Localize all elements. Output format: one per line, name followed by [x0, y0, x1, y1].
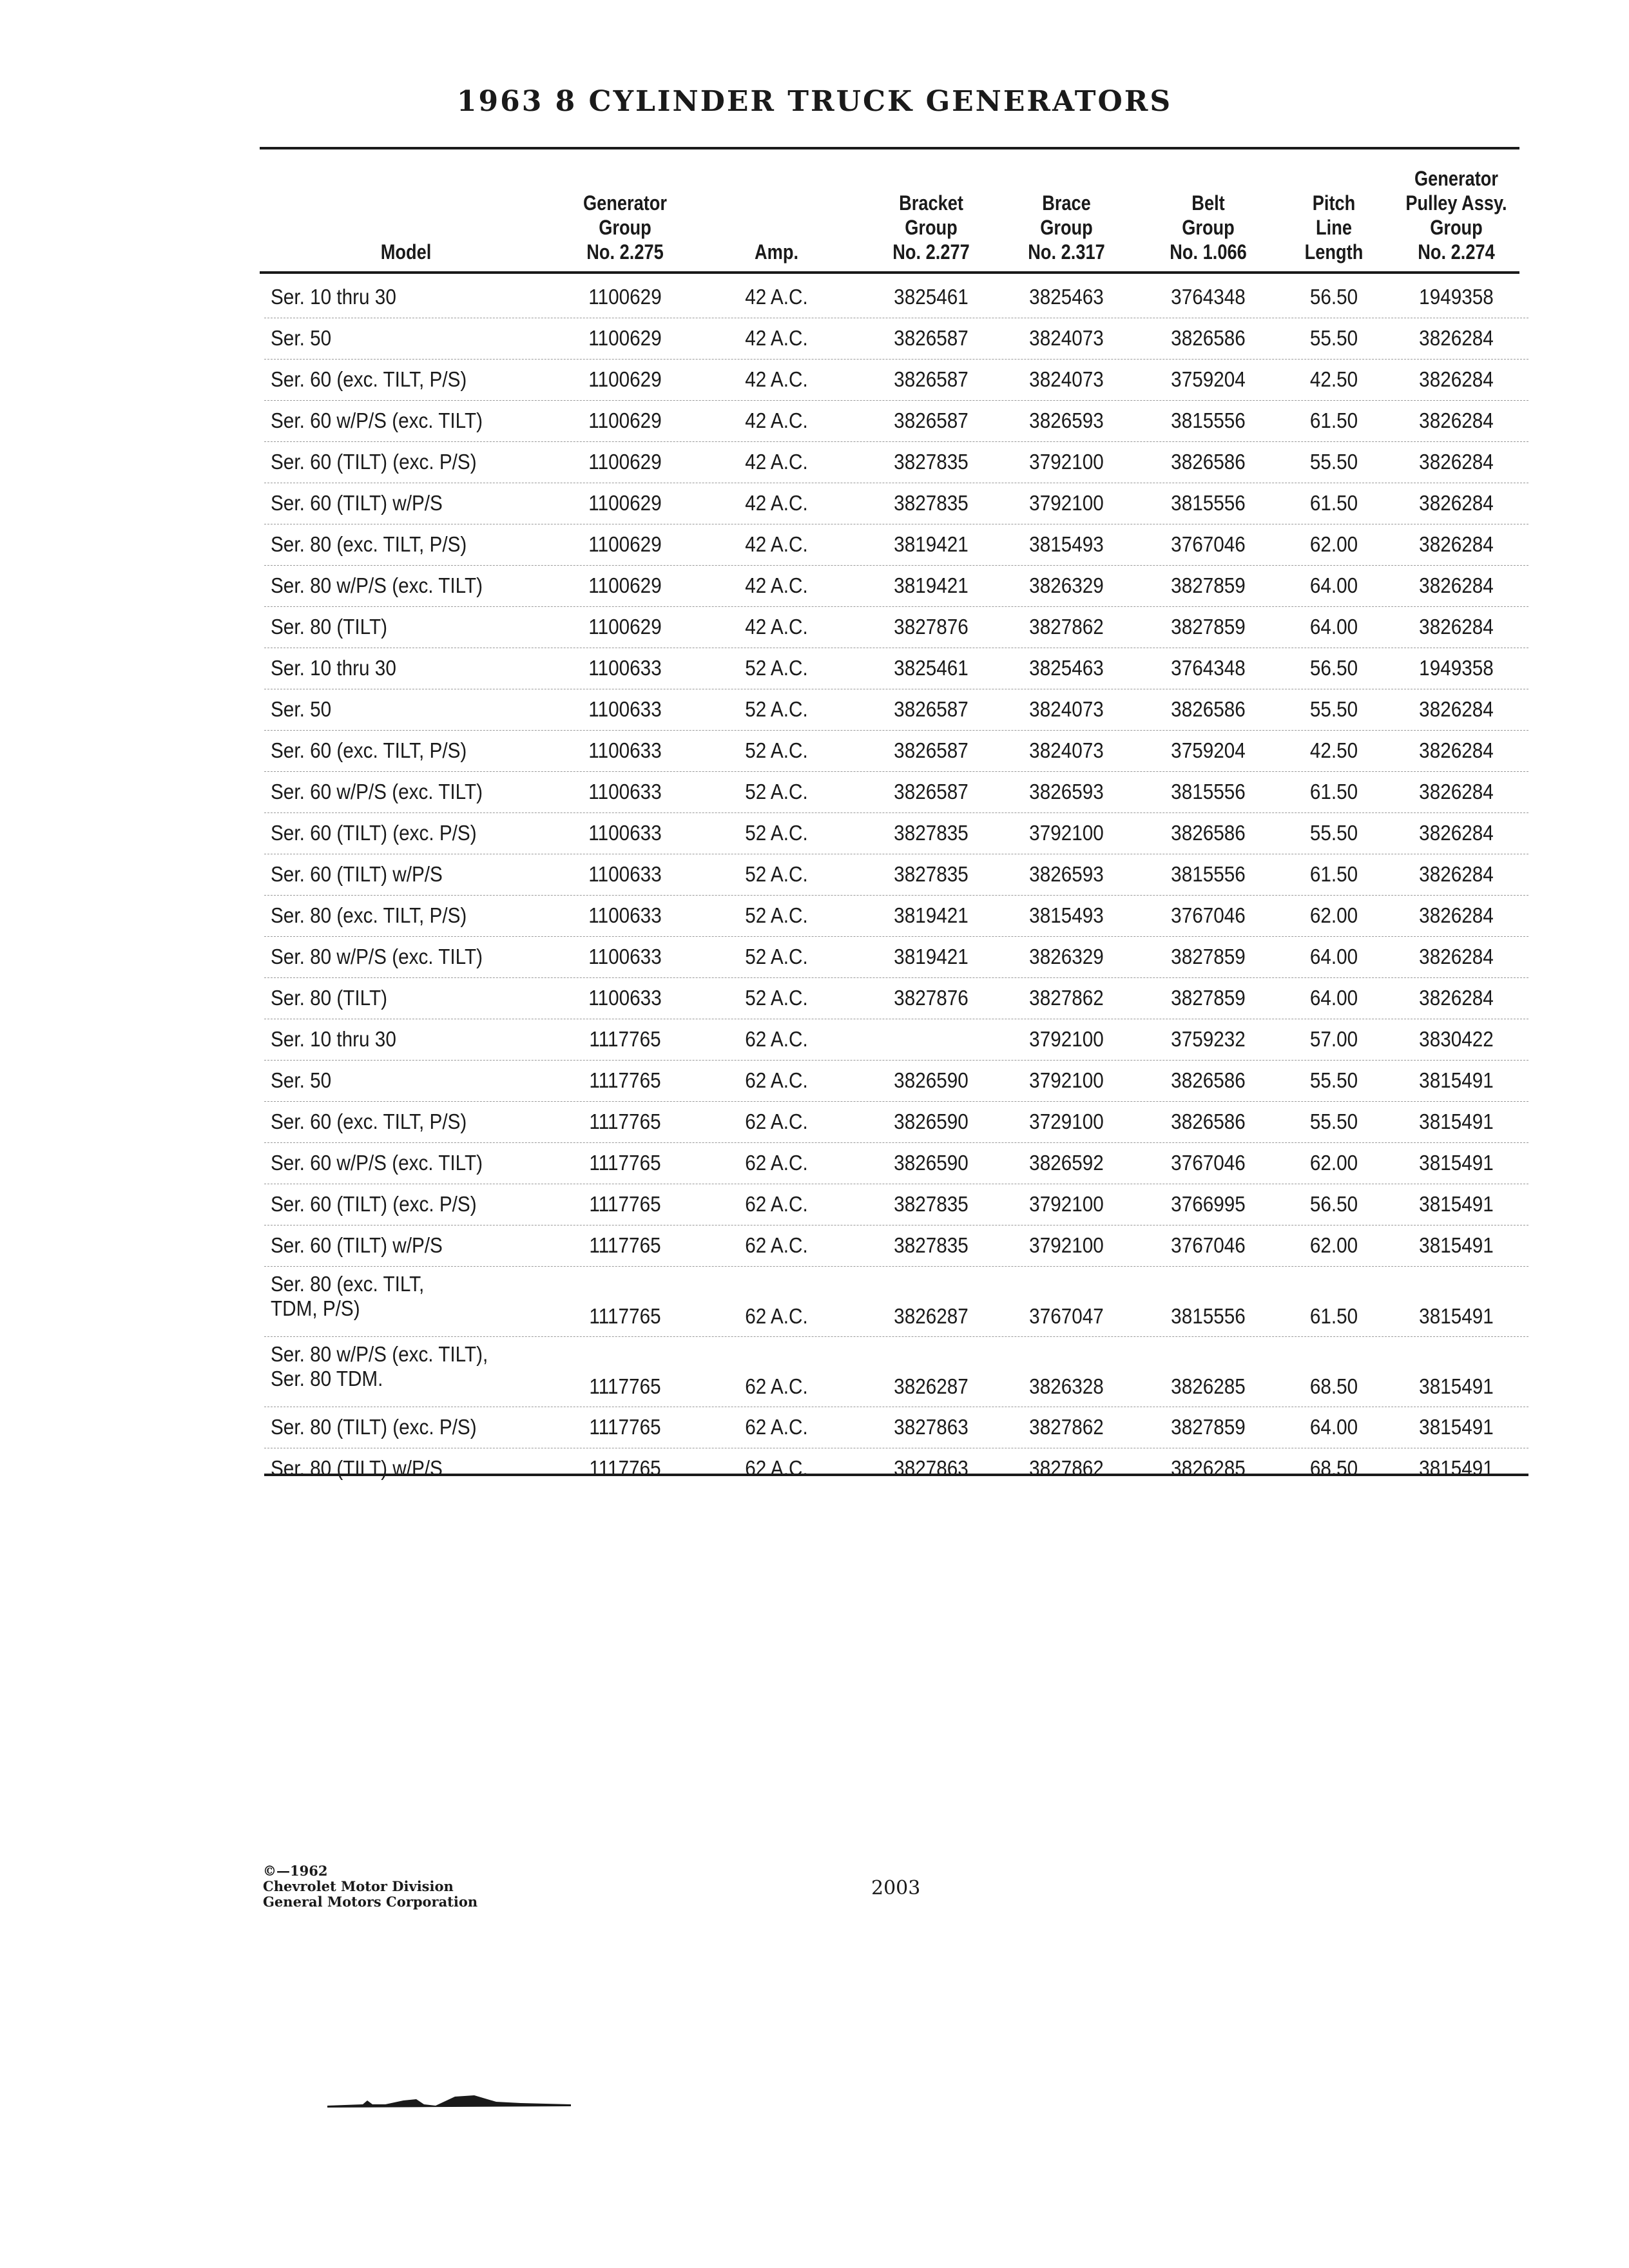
cell-gen: 1100633 — [588, 945, 662, 968]
cell-bracket: 3827863 — [894, 1415, 969, 1439]
cell-brace: 3826329 — [1029, 945, 1104, 968]
cell-model: Ser. 80 w/P/S (exc. TILT), Ser. 80 TDM. — [271, 1342, 488, 1390]
cell-pulley: 3815491 — [1419, 1110, 1494, 1133]
cell-amp: 62 A.C. — [745, 1456, 808, 1480]
cell-model: Ser. 80 (exc. TILT, TDM, P/S) — [271, 1272, 425, 1320]
generator-table — [264, 277, 1528, 1489]
cell-pitch: 56.50 — [1309, 656, 1358, 680]
cell-pitch: 42.50 — [1309, 738, 1358, 762]
page-title: 1963 8 CYLINDER TRUCK GENERATORS — [456, 85, 1173, 118]
cell-brace: 3792100 — [1029, 450, 1104, 474]
cell-model: Ser. 80 (exc. TILT, P/S) — [271, 903, 467, 927]
cell-gen: 1100629 — [588, 615, 662, 639]
cell-pitch: 68.50 — [1309, 1456, 1358, 1480]
cell-amp: 62 A.C. — [745, 1110, 808, 1133]
cell-pitch: 62.00 — [1309, 532, 1358, 556]
cell-gen: 1100629 — [588, 408, 662, 432]
cell-brace: 3792100 — [1029, 1192, 1104, 1216]
cell-pulley: 3815491 — [1419, 1151, 1494, 1175]
cell-bracket: 3827876 — [894, 986, 969, 1010]
cell-brace: 3825463 — [1029, 656, 1104, 680]
cell-model: Ser. 60 (exc. TILT, P/S) — [271, 1110, 467, 1133]
cell-gen: 1100629 — [588, 450, 662, 474]
cell-brace: 3826328 — [1029, 1374, 1104, 1398]
table-row — [264, 1019, 1528, 1061]
cell-brace: 3729100 — [1029, 1110, 1104, 1133]
cell-pulley: 1949358 — [1419, 285, 1494, 309]
header-brace: Brace Group No. 2.317 — [1028, 191, 1105, 264]
cell-belt: 3759204 — [1171, 367, 1246, 391]
cell-model: Ser. 80 (TILT) — [271, 986, 388, 1010]
cell-belt: 3827859 — [1171, 615, 1246, 639]
cell-pulley: 3826284 — [1419, 532, 1494, 556]
cell-pulley: 3830422 — [1419, 1027, 1494, 1051]
scan-smudge-mark — [327, 2091, 572, 2111]
cell-pitch: 61.50 — [1309, 408, 1358, 432]
cell-gen: 1117765 — [589, 1151, 661, 1175]
cell-gen: 1100633 — [588, 780, 662, 803]
table-row — [264, 483, 1528, 524]
cell-gen: 1117765 — [589, 1374, 661, 1398]
cell-gen: 1117765 — [589, 1415, 661, 1439]
cell-brace: 3826329 — [1029, 573, 1104, 597]
footer-corporation: General Motors Corporation — [263, 1894, 478, 1910]
cell-bracket: 3827835 — [894, 821, 969, 845]
cell-model: Ser. 80 (TILT) — [271, 615, 388, 639]
cell-pitch: 55.50 — [1309, 697, 1358, 721]
cell-pitch: 61.50 — [1309, 862, 1358, 886]
cell-bracket: 3825461 — [894, 656, 969, 680]
cell-pulley: 3815491 — [1419, 1192, 1494, 1216]
table-row — [264, 1448, 1528, 1489]
cell-brace: 3827862 — [1029, 615, 1104, 639]
cell-model: Ser. 80 w/P/S (exc. TILT) — [271, 573, 483, 597]
cell-belt: 3764348 — [1171, 285, 1246, 309]
cell-pitch: 55.50 — [1309, 450, 1358, 474]
cell-pitch: 64.00 — [1309, 986, 1358, 1010]
cell-pitch: 68.50 — [1309, 1374, 1358, 1398]
cell-amp: 52 A.C. — [745, 780, 808, 803]
header-amp: Amp. — [755, 240, 798, 264]
cell-pitch: 56.50 — [1309, 1192, 1358, 1216]
cell-pitch: 64.00 — [1309, 615, 1358, 639]
cell-amp: 42 A.C. — [745, 408, 808, 432]
cell-gen: 1100629 — [588, 532, 662, 556]
cell-pitch: 61.50 — [1309, 1304, 1358, 1328]
table-row — [264, 566, 1528, 607]
cell-bracket: 3827876 — [894, 615, 969, 639]
cell-model: Ser. 60 (TILT) (exc. P/S) — [271, 821, 477, 845]
cell-bracket: 3826587 — [894, 697, 969, 721]
cell-bracket: 3827835 — [894, 450, 969, 474]
header-pulley: Generator Pulley Assy. Group No. 2.274 — [1405, 167, 1507, 264]
cell-amp: 62 A.C. — [745, 1415, 808, 1439]
cell-pitch: 55.50 — [1309, 1068, 1358, 1092]
cell-model: Ser. 60 w/P/S (exc. TILT) — [271, 780, 483, 803]
cell-model: Ser. 10 thru 30 — [271, 656, 396, 680]
cell-bracket: 3826587 — [894, 326, 969, 350]
table-row — [264, 731, 1528, 772]
cell-belt: 3826586 — [1171, 326, 1246, 350]
cell-pulley: 3815491 — [1419, 1233, 1494, 1257]
cell-belt: 3826586 — [1171, 821, 1246, 845]
header-pitch: Pitch Line Length — [1304, 191, 1364, 264]
cell-amp: 62 A.C. — [745, 1192, 808, 1216]
cell-amp: 42 A.C. — [745, 615, 808, 639]
table-row — [264, 978, 1528, 1019]
cell-belt: 3826586 — [1171, 450, 1246, 474]
cell-bracket: 3819421 — [894, 945, 969, 968]
cell-pulley: 3826284 — [1419, 573, 1494, 597]
cell-belt: 3767046 — [1171, 1151, 1246, 1175]
cell-amp: 42 A.C. — [745, 573, 808, 597]
cell-brace: 3815493 — [1029, 532, 1104, 556]
cell-belt: 3766995 — [1171, 1192, 1246, 1216]
cell-gen: 1100633 — [588, 821, 662, 845]
cell-amp: 52 A.C. — [745, 738, 808, 762]
cell-gen: 1100629 — [588, 326, 662, 350]
cell-belt: 3827859 — [1171, 986, 1246, 1010]
cell-model: Ser. 60 w/P/S (exc. TILT) — [271, 1151, 483, 1175]
cell-gen: 1100633 — [588, 738, 662, 762]
table-row — [264, 1061, 1528, 1102]
cell-model: Ser. 10 thru 30 — [271, 1027, 396, 1051]
table-row — [264, 1184, 1528, 1225]
cell-belt: 3827859 — [1171, 945, 1246, 968]
cell-belt: 3826586 — [1171, 1110, 1246, 1133]
cell-amp: 62 A.C. — [745, 1233, 808, 1257]
cell-pitch: 55.50 — [1309, 326, 1358, 350]
cell-pitch: 62.00 — [1309, 1233, 1358, 1257]
cell-model: Ser. 60 (TILT) w/P/S — [271, 862, 443, 886]
cell-brace: 3792100 — [1029, 1027, 1104, 1051]
cell-brace: 3824073 — [1029, 367, 1104, 391]
cell-amp: 52 A.C. — [745, 986, 808, 1010]
cell-pitch: 55.50 — [1309, 1110, 1358, 1133]
cell-bracket: 3819421 — [894, 903, 969, 927]
cell-gen: 1100633 — [588, 903, 662, 927]
cell-bracket: 3826287 — [894, 1304, 969, 1328]
cell-belt: 3815556 — [1171, 408, 1246, 432]
header-rule — [260, 271, 1519, 274]
cell-pulley: 3815491 — [1419, 1456, 1494, 1480]
cell-model: Ser. 60 (TILT) (exc. P/S) — [271, 450, 477, 474]
cell-amp: 52 A.C. — [745, 656, 808, 680]
cell-brace: 3824073 — [1029, 326, 1104, 350]
table-row — [264, 1102, 1528, 1143]
cell-pitch: 62.00 — [1309, 903, 1358, 927]
cell-gen: 1100633 — [588, 656, 662, 680]
table-row — [264, 277, 1528, 318]
table-row — [264, 689, 1528, 731]
table-row — [264, 648, 1528, 689]
cell-bracket: 3827835 — [894, 1233, 969, 1257]
cell-pitch: 57.00 — [1309, 1027, 1358, 1051]
cell-belt: 3826285 — [1171, 1374, 1246, 1398]
cell-brace: 3792100 — [1029, 821, 1104, 845]
cell-brace: 3826593 — [1029, 862, 1104, 886]
cell-gen: 1117765 — [589, 1110, 661, 1133]
cell-bracket: 3826287 — [894, 1374, 969, 1398]
table-row — [264, 607, 1528, 648]
cell-bracket: 3827863 — [894, 1456, 969, 1480]
cell-amp: 52 A.C. — [745, 945, 808, 968]
top-rule — [260, 147, 1519, 149]
cell-model: Ser. 80 (TILT) (exc. P/S) — [271, 1415, 477, 1439]
cell-brace: 3792100 — [1029, 1068, 1104, 1092]
cell-belt: 3827859 — [1171, 573, 1246, 597]
cell-bracket: 3826590 — [894, 1110, 969, 1133]
cell-belt: 3815556 — [1171, 491, 1246, 515]
table-row — [264, 854, 1528, 896]
table-row — [264, 360, 1528, 401]
bottom-rule — [264, 1474, 1528, 1476]
cell-model: Ser. 80 (exc. TILT, P/S) — [271, 532, 467, 556]
cell-model: Ser. 60 (exc. TILT, P/S) — [271, 738, 467, 762]
cell-brace: 3824073 — [1029, 738, 1104, 762]
cell-pulley: 3826284 — [1419, 945, 1494, 968]
cell-gen: 1100629 — [588, 491, 662, 515]
cell-amp: 62 A.C. — [745, 1151, 808, 1175]
cell-amp: 62 A.C. — [745, 1374, 808, 1398]
cell-amp: 52 A.C. — [745, 862, 808, 886]
cell-bracket: 3826590 — [894, 1068, 969, 1092]
cell-gen: 1117765 — [589, 1304, 661, 1328]
cell-brace: 3827862 — [1029, 1415, 1104, 1439]
cell-belt: 3827859 — [1171, 1415, 1246, 1439]
table-row — [264, 1143, 1528, 1184]
cell-belt: 3767046 — [1171, 1233, 1246, 1257]
cell-belt: 3826586 — [1171, 697, 1246, 721]
cell-gen: 1117765 — [589, 1027, 661, 1051]
cell-bracket: 3827835 — [894, 1192, 969, 1216]
table-row — [264, 813, 1528, 854]
cell-model: Ser. 50 — [271, 1068, 332, 1092]
header-belt: Belt Group No. 1.066 — [1170, 191, 1247, 264]
cell-brace: 3792100 — [1029, 491, 1104, 515]
cell-pitch: 56.50 — [1309, 285, 1358, 309]
cell-amp: 42 A.C. — [745, 532, 808, 556]
cell-amp: 62 A.C. — [745, 1027, 808, 1051]
cell-gen: 1117765 — [589, 1456, 661, 1480]
cell-gen: 1117765 — [589, 1192, 661, 1216]
cell-gen: 1100633 — [588, 697, 662, 721]
cell-pulley: 3826284 — [1419, 986, 1494, 1010]
cell-amp: 42 A.C. — [745, 450, 808, 474]
cell-belt: 3815556 — [1171, 1304, 1246, 1328]
cell-amp: 52 A.C. — [745, 697, 808, 721]
cell-bracket: 3825461 — [894, 285, 969, 309]
cell-belt: 3815556 — [1171, 862, 1246, 886]
cell-model: Ser. 60 (TILT) w/P/S — [271, 1233, 443, 1257]
cell-pulley: 3815491 — [1419, 1304, 1494, 1328]
cell-bracket: 3827835 — [894, 862, 969, 886]
cell-brace: 3825463 — [1029, 285, 1104, 309]
table-row — [264, 937, 1528, 978]
footer-division: Chevrolet Motor Division — [263, 1878, 454, 1894]
cell-gen: 1100629 — [588, 285, 662, 309]
cell-brace: 3826593 — [1029, 780, 1104, 803]
cell-brace: 3827862 — [1029, 1456, 1104, 1480]
table-row — [264, 401, 1528, 442]
cell-pulley: 3826284 — [1419, 697, 1494, 721]
cell-amp: 42 A.C. — [745, 491, 808, 515]
table-row — [264, 318, 1528, 360]
cell-amp: 42 A.C. — [745, 285, 808, 309]
cell-bracket: 3826587 — [894, 367, 969, 391]
table-row — [264, 1225, 1528, 1267]
cell-pulley: 3826284 — [1419, 862, 1494, 886]
cell-pitch: 61.50 — [1309, 780, 1358, 803]
cell-pulley: 3815491 — [1419, 1415, 1494, 1439]
table-row — [264, 896, 1528, 937]
cell-amp: 42 A.C. — [745, 326, 808, 350]
cell-belt: 3815556 — [1171, 780, 1246, 803]
header-bracket: Bracket Group No. 2.277 — [892, 191, 970, 264]
cell-amp: 52 A.C. — [745, 903, 808, 927]
cell-brace: 3827862 — [1029, 986, 1104, 1010]
table-row — [264, 1337, 1528, 1407]
cell-belt: 3759232 — [1171, 1027, 1246, 1051]
cell-pitch: 64.00 — [1309, 945, 1358, 968]
cell-pulley: 3826284 — [1419, 903, 1494, 927]
cell-pulley: 3815491 — [1419, 1374, 1494, 1398]
cell-model: Ser. 50 — [271, 697, 332, 721]
cell-pulley: 3826284 — [1419, 367, 1494, 391]
cell-pulley: 3826284 — [1419, 780, 1494, 803]
cell-amp: 52 A.C. — [745, 821, 808, 845]
cell-model: Ser. 80 w/P/S (exc. TILT) — [271, 945, 483, 968]
cell-bracket: 3819421 — [894, 573, 969, 597]
cell-model: Ser. 60 (TILT) (exc. P/S) — [271, 1192, 477, 1216]
cell-gen: 1117765 — [589, 1233, 661, 1257]
cell-belt: 3767046 — [1171, 532, 1246, 556]
cell-brace: 3826592 — [1029, 1151, 1104, 1175]
cell-belt: 3826285 — [1171, 1456, 1246, 1480]
cell-bracket: 3819421 — [894, 532, 969, 556]
cell-belt: 3759204 — [1171, 738, 1246, 762]
cell-model: Ser. 50 — [271, 326, 332, 350]
cell-model: Ser. 60 w/P/S (exc. TILT) — [271, 408, 483, 432]
table-row — [264, 524, 1528, 566]
table-row — [264, 442, 1528, 483]
cell-gen: 1100633 — [588, 986, 662, 1010]
cell-gen: 1117765 — [589, 1068, 661, 1092]
cell-pitch: 64.00 — [1309, 573, 1358, 597]
cell-pitch: 64.00 — [1309, 1415, 1358, 1439]
cell-gen: 1100633 — [588, 862, 662, 886]
table-row — [264, 1267, 1528, 1337]
cell-model: Ser. 80 (TILT) w/P/S — [271, 1456, 443, 1480]
cell-bracket: 3827835 — [894, 491, 969, 515]
cell-pitch: 62.00 — [1309, 1151, 1358, 1175]
cell-bracket: 3826590 — [894, 1151, 969, 1175]
cell-brace: 3767047 — [1029, 1304, 1104, 1328]
cell-pitch: 55.50 — [1309, 821, 1358, 845]
header-model: Model — [380, 240, 432, 264]
cell-model: Ser. 10 thru 30 — [271, 285, 396, 309]
cell-pulley: 1949358 — [1419, 656, 1494, 680]
cell-amp: 42 A.C. — [745, 367, 808, 391]
cell-model: Ser. 60 (exc. TILT, P/S) — [271, 367, 467, 391]
cell-pulley: 3826284 — [1419, 408, 1494, 432]
cell-pulley: 3826284 — [1419, 821, 1494, 845]
cell-brace: 3826593 — [1029, 408, 1104, 432]
cell-gen: 1100629 — [588, 367, 662, 391]
header-gen: Generator Group No. 2.275 — [583, 191, 667, 264]
cell-pitch: 42.50 — [1309, 367, 1358, 391]
cell-gen: 1100629 — [588, 573, 662, 597]
cell-bracket: 3826587 — [894, 738, 969, 762]
footer-credit — [263, 1863, 477, 1910]
cell-belt: 3764348 — [1171, 656, 1246, 680]
cell-bracket: 3826587 — [894, 408, 969, 432]
cell-belt: 3826586 — [1171, 1068, 1246, 1092]
cell-pulley: 3815491 — [1419, 1068, 1494, 1092]
page-number: 2003 — [871, 1877, 921, 1899]
footer-copyright: ©—1962 — [263, 1863, 328, 1879]
table-row — [264, 1407, 1528, 1448]
cell-pulley: 3826284 — [1419, 738, 1494, 762]
cell-belt: 3767046 — [1171, 903, 1246, 927]
cell-amp: 62 A.C. — [745, 1304, 808, 1328]
cell-amp: 62 A.C. — [745, 1068, 808, 1092]
cell-pitch: 61.50 — [1309, 491, 1358, 515]
cell-brace: 3815493 — [1029, 903, 1104, 927]
cell-pulley: 3826284 — [1419, 615, 1494, 639]
cell-brace: 3824073 — [1029, 697, 1104, 721]
cell-brace: 3792100 — [1029, 1233, 1104, 1257]
cell-pulley: 3826284 — [1419, 326, 1494, 350]
cell-pulley: 3826284 — [1419, 491, 1494, 515]
cell-model: Ser. 60 (TILT) w/P/S — [271, 491, 443, 515]
table-row — [264, 772, 1528, 813]
cell-pulley: 3826284 — [1419, 450, 1494, 474]
cell-bracket: 3826587 — [894, 780, 969, 803]
